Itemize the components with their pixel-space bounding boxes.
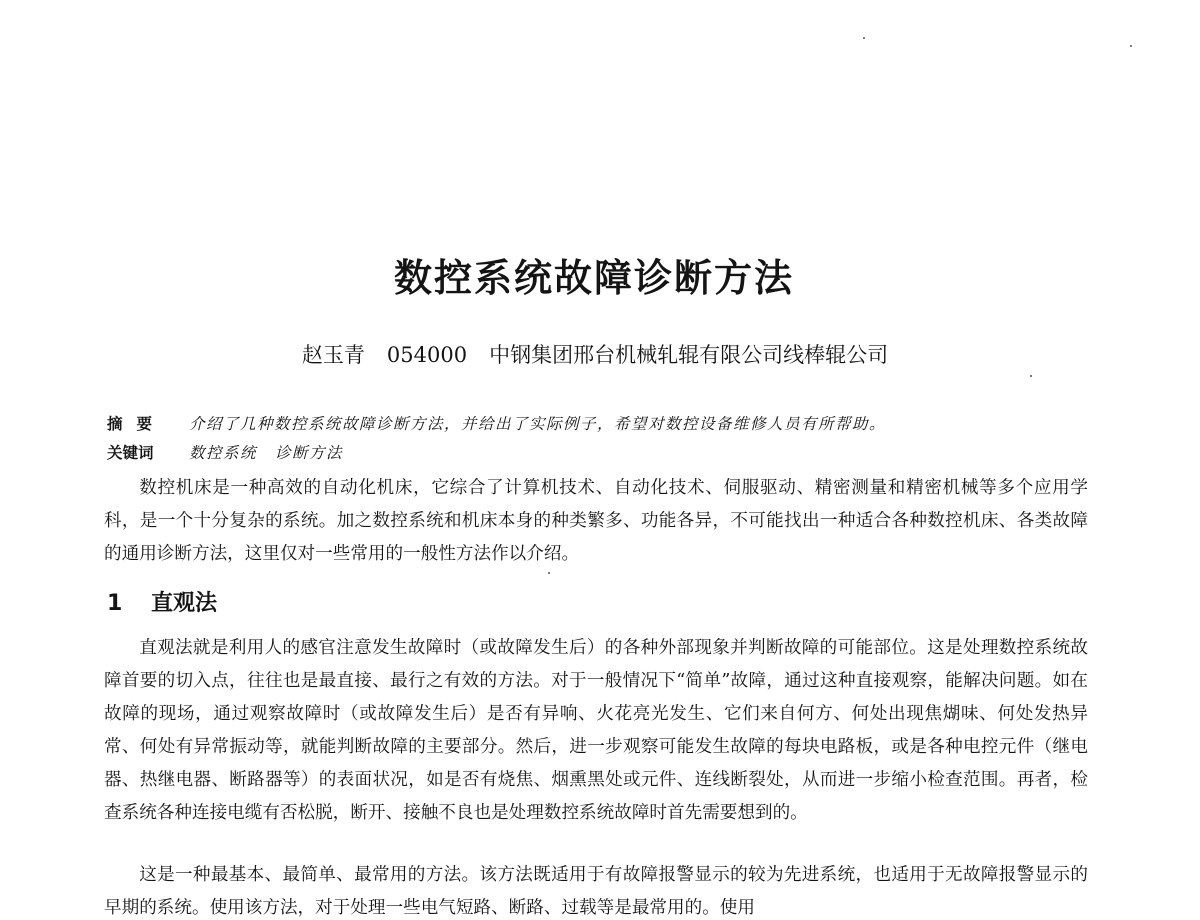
section-heading (107, 586, 217, 622)
section-paragraph: 这是一种最基本、最简单、最常用的方法。该方法既适用于有故障报警显示的较为先进系统，也适用于无故障报警显示的早期的系统。使用该方法，对于处理一些电气短路、断路、过载等是最常用的。使用 (104, 865, 1088, 918)
abstract-label: 摘要 (107, 415, 167, 433)
keyword-item: 诊断方法 (275, 444, 344, 462)
section-title: 直观法 (151, 591, 218, 616)
paper-title: 数控系统故障诊断方法 (393, 256, 794, 300)
scan-speck (548, 572, 550, 574)
postcode: 054000 (386, 343, 468, 367)
scan-speck (863, 37, 865, 39)
abstract (107, 411, 1097, 437)
keywords (107, 440, 1097, 466)
author-line (0, 338, 1190, 372)
keyword-item: 数控系统 (189, 444, 258, 462)
abstract-text: 介绍了几种数控系统故障诊断方法，并给出了实际例子，希望对数控设备维修人员有所帮助。 (189, 415, 887, 433)
intro-paragraph: 数控机床是一种高效的自动化机床，它综合了计算机技术、自动化技术、伺服驱动、精密测量和精密机械等多个应用学科，是一个十分复杂的系统。加之数控系统和机床本身的种类繁多、功能各异，不可能找出一种适合各种数控机床、各类故障的通用诊断方法，这里仅对一些常用的一般性方法作以介绍。 (104, 478, 1088, 564)
scan-speck (1130, 45, 1132, 47)
keywords-label: 关键词 (107, 444, 154, 462)
affiliation: 中钢集团邢台机械轧辊有限公司线棒辊公司 (489, 343, 889, 367)
section-number: 1 (107, 591, 123, 616)
section-paragraph: 直观法就是利用人的感官注意发生故障时（或故障发生后）的各种外部现象并判断故障的可能部位。这是处理数控系统故障首要的切入点，往往也是最直接、最行之有效的方法。对于一般情况下“简单”故障，通过这种直接观察，能解决问题。如在故障的现场，通过观察故障时（或故障发生后）是否有异响、火花亮光发生、它们来自何方、何处出现焦煳味、何处发热异常、何处有异常振动等，就能判断故障的主要部分。然后，进一步观察可能发生故障的每块电路板，或是各种电控元件（继电器、热继电器、断路器等）的表面状况，如是否有烧焦、烟熏黑处或元件、连线断裂处，从而进一步缩小检查范围。再者，检查系统各种连接电缆有否松脱，断开、接触不良也是处理数控系统故障时首先需要想到的。 (104, 638, 1088, 823)
author-name: 赵玉青 (301, 343, 365, 367)
scan-speck (1030, 375, 1032, 377)
